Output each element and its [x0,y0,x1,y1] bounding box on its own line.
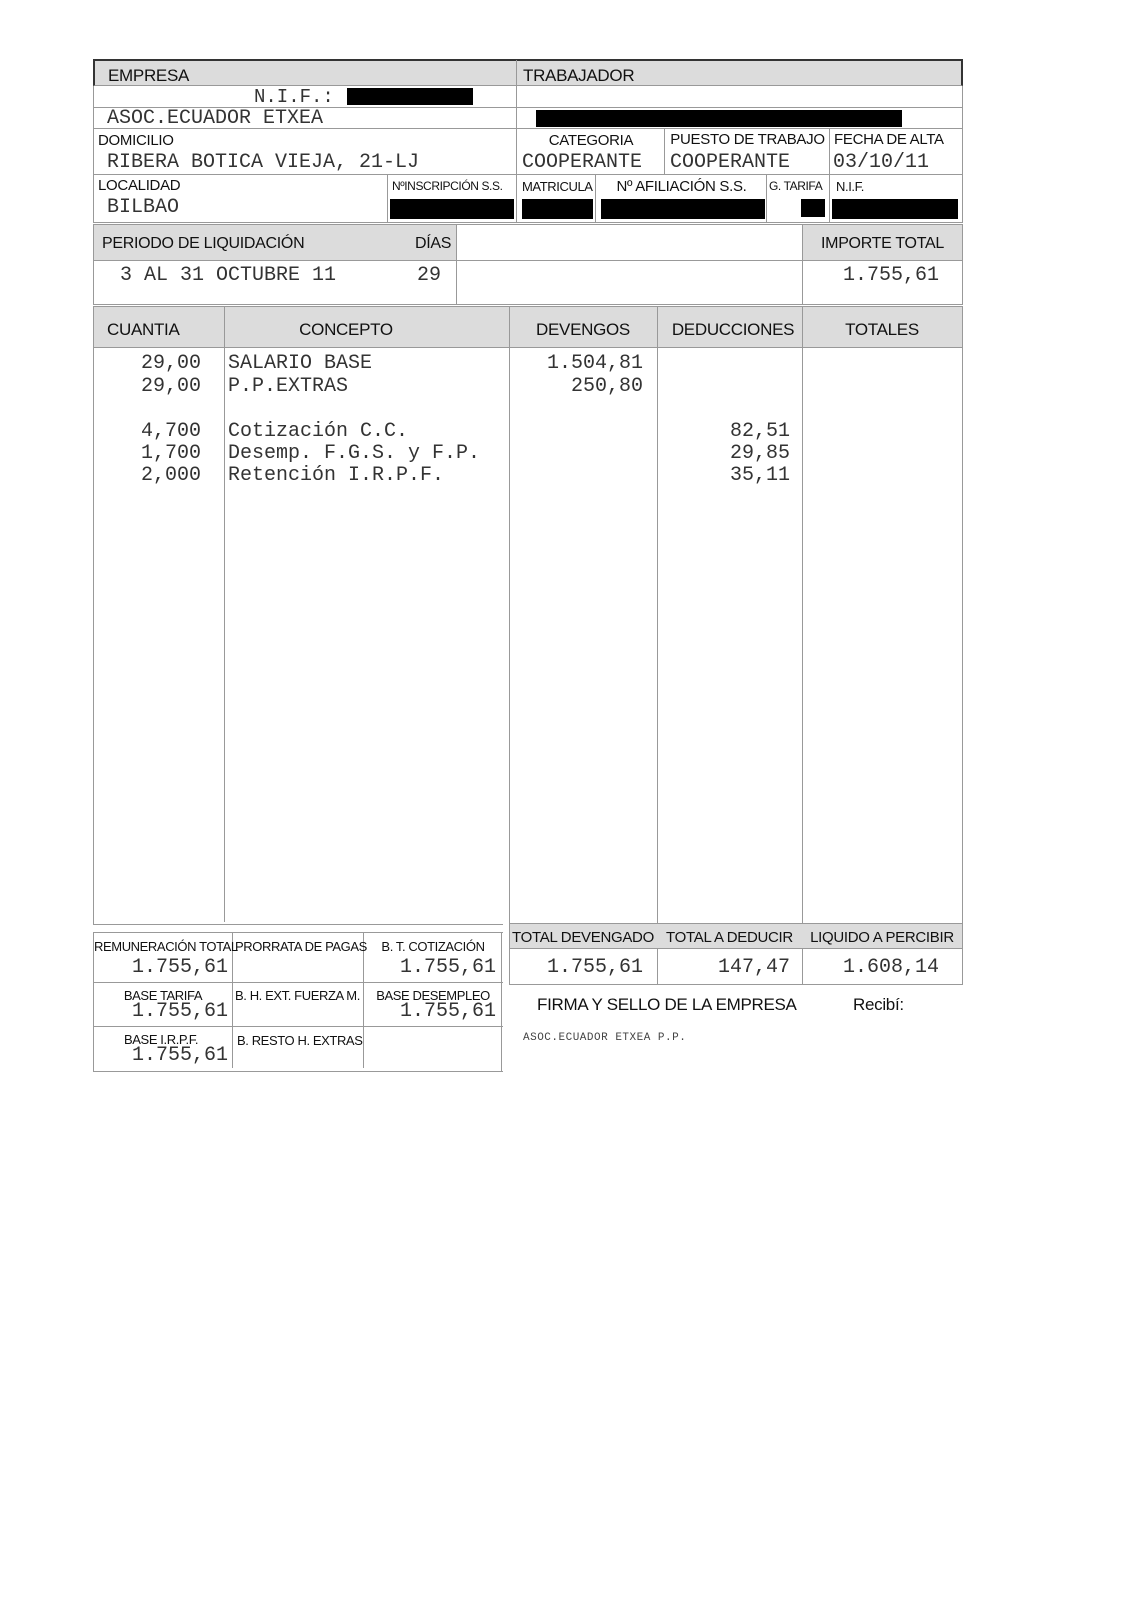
divider [509,984,963,985]
divider [657,306,658,984]
liquido-label: LIQUIDO A PERCIBIR [810,929,954,946]
divider [501,932,502,1071]
total-devengado-value: 1.755,61 [546,956,643,979]
categoria-value: COOPERANTE [522,151,643,174]
divider [93,932,503,933]
divider [829,174,830,222]
divider [802,306,803,984]
concepto-header: CONCEPTO [299,320,393,339]
cuantia-cell: 29,00 [140,352,201,375]
divider [93,222,963,223]
trabajador-nif-label: N.I.F. [836,179,864,194]
firma-label: FIRMA Y SELLO DE LA EMPRESA [537,995,797,1014]
importe-total-label: IMPORTE TOTAL [821,235,944,252]
deduccion-cell: 35,11 [729,464,790,487]
divider [93,982,503,983]
divider [93,1026,503,1027]
divider [224,306,225,922]
periodo-label: PERIODO DE LIQUIDACIÓN [102,235,305,252]
divider [595,174,596,222]
prorrata-label: PRORRATA DE PAGAS [235,939,367,954]
tarifa-label: G. TARIFA [769,179,823,193]
divider [93,224,94,304]
redacted-afiliacion [601,199,765,219]
divider [509,923,963,924]
domicilio-value: RIBERA BOTICA VIEJA, 21-LJ [107,151,420,174]
divider [93,304,963,305]
base-desempleo-value: 1.755,61 [399,1000,496,1023]
divider [962,224,963,304]
domicilio-label: DOMICILIO [98,132,174,149]
cuantia-cell: 4,700 [140,420,201,443]
cuantia-cell: 2,000 [140,464,201,487]
redacted-tarifa [801,199,825,217]
deduccion-cell: 29,85 [729,442,790,465]
base-irpf-label: BASE I.R.P.F. [124,1032,199,1047]
remuneracion-value: 1.755,61 [131,956,228,979]
base-tarifa-value: 1.755,61 [131,1000,228,1023]
divider [93,924,503,925]
afiliacion-label: Nº AFILIACIÓN S.S. [616,178,747,195]
importe-total-value: 1.755,61 [842,264,939,287]
fecha-alta-value: 03/10/11 [833,151,930,174]
divider [93,306,94,924]
divider [766,174,767,222]
redacted-matricula [522,199,593,219]
totales-header: TOTALES [845,320,919,339]
redacted-inscripcion [390,199,514,219]
divider [93,224,963,225]
cuantia-cell: 29,00 [140,375,201,398]
divider [387,174,388,222]
matricula-label: MATRICULA [522,179,593,194]
devengos-header: DEVENGOS [536,320,630,339]
devengo-cell: 1.504,81 [546,352,643,375]
fecha-alta-label: FECHA DE ALTA [834,131,944,148]
redacted-trabajador-nif [832,199,958,219]
base-desempleo-label: BASE DESEMPLEO [376,988,490,1003]
inscripcion-label: NºINSCRIPCIÓN S.S. [392,179,503,193]
remuneracion-label: REMUNERACIÓN TOTAL [94,939,238,954]
empresa-nif-label: N.I.F.: [254,86,334,108]
divider [93,1071,503,1072]
deduccion-cell: 82,51 [729,420,790,443]
bt-cotizacion-label: B. T. COTIZACIÓN [381,939,485,954]
dias-label: DÍAS [415,235,452,252]
firma-stamp: ASOC.ECUADOR ETXEA P.P. [523,1032,687,1044]
divider [509,306,510,984]
cuantia-cell: 1,700 [140,442,201,465]
concepto-cell: Desemp. F.G.S. y F.P. [228,442,481,465]
cuantia-header: CUANTIA [107,320,180,339]
localidad-label: LOCALIDAD [98,177,181,194]
divider [93,260,963,261]
empresa-name: ASOC.ECUADOR ETXEA [107,107,324,130]
periodo-value: 3 AL 31 OCTUBRE 11 [120,264,337,287]
concepto-cell: P.P.EXTRAS [228,375,349,398]
divider [93,174,963,175]
redacted-worker-name [536,110,902,127]
categoria-label: CATEGORIA [548,132,634,149]
base-irpf-value: 1.755,61 [131,1044,228,1067]
divider [664,128,665,174]
concepto-cell: SALARIO BASE [228,352,373,375]
concepto-cell: Retención I.R.P.F. [228,464,445,487]
divider [962,306,963,984]
total-deducir-value: 147,47 [717,956,790,979]
concepto-cell: Cotización C.C. [228,420,409,443]
puesto-value: COOPERANTE [670,151,791,174]
total-devengado-label: TOTAL DEVENGADO [512,929,654,946]
b-resto-label: B. RESTO H. EXTRAS [237,1033,363,1048]
bt-cotizacion-value: 1.755,61 [399,956,496,979]
total-deducir-label: TOTAL A DEDUCIR [666,929,793,946]
empresa-header: EMPRESA [108,66,190,85]
divider [516,60,517,222]
base-tarifa-label: BASE TARIFA [123,988,203,1003]
recibi-label: Recibí: [853,995,904,1014]
puesto-label: PUESTO DE TRABAJO [670,131,825,148]
deducciones-header: DEDUCCIONES [671,320,795,339]
trabajador-header: TRABAJADOR [523,66,635,85]
localidad-value: BILBAO [107,196,180,219]
divider [456,224,457,304]
divider [509,948,963,949]
liquido-value: 1.608,14 [842,956,939,979]
divider [829,128,830,174]
devengo-cell: 250,80 [570,375,643,398]
dias-value: 29 [417,264,442,287]
redacted-empresa-nif [347,88,473,105]
bh-ext-label: B. H. EXT. FUERZA M. [235,988,360,1003]
